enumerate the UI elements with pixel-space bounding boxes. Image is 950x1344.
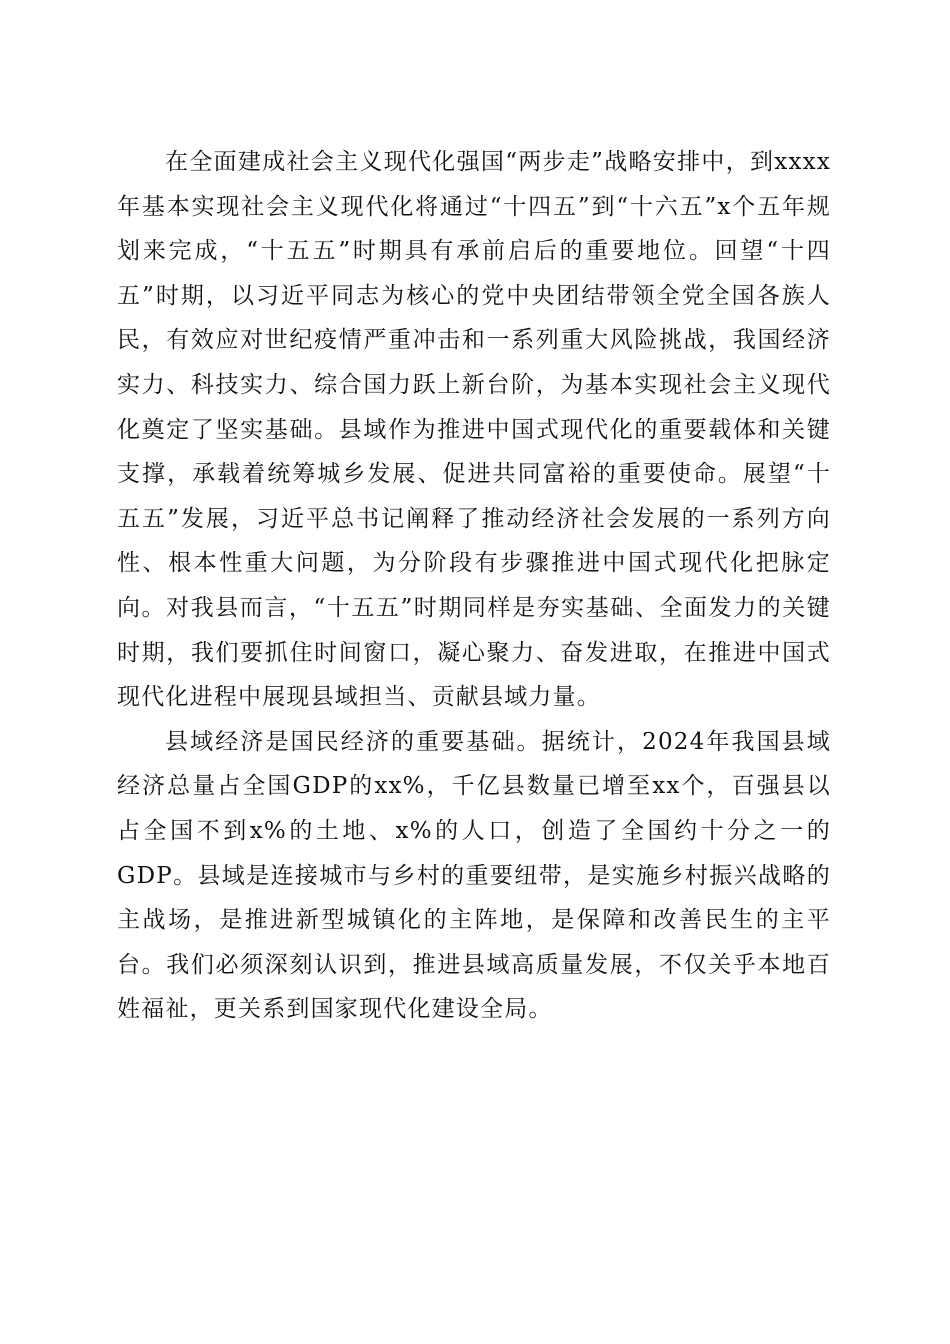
document-body: [117, 140, 831, 1032]
paragraph-2: 县域经济是国民经济的重要基础。据统计，2024年我国县域经济总量占全国GDP的xx%，千亿县数量已增至xx个，百强县以占全国不到x%的土地、x%的人口，创造了全国约十分之一的GDP。县域是连接城市与乡村的重要纽带，是实施乡村振兴战略的主战场，是推进新型城镇化的主阵地，是保障和改善民生的主平台。我们必须深刻认识到，推进县域高质量发展，不仅关乎本地百姓福祉，更关系到国家现代化建设全局。: [117, 728, 831, 1023]
paragraph-1: 在全面建成社会主义现代化强国“两步走”战略安排中，到xxxx年基本实现社会主义现代化将通过“十四五”到“十六五”x个五年规划来完成，“十五五”时期具有承前启后的重要地位。回望“十四五”时期，以习近平同志为核心的党中央团结带领全党全国各族人民，有效应对世纪疫情严重冲击和一系列重大风险挑战，我国经济实力、科技实力、综合国力跃上新台阶，为基本实现社会主义现代化奠定了坚实基础。县域作为推进中国式现代化的重要载体和关键支撑，承载着统筹城乡发展、促进共同富裕的重要使命。展望“十五五”发展，习近平总书记阐释了推动经济社会发展的一系列方向性、根本性重大问题，为分阶段有步骤推进中国式现代化把脉定向。对我县而言，“十五五”时期同样是夯实基础、全面发力的关键时期，我们要抓住时间窗口，凝心聚力、奋发进取，在推进中国式现代化进程中展现县域担当、贡献县域力量。: [117, 149, 831, 711]
